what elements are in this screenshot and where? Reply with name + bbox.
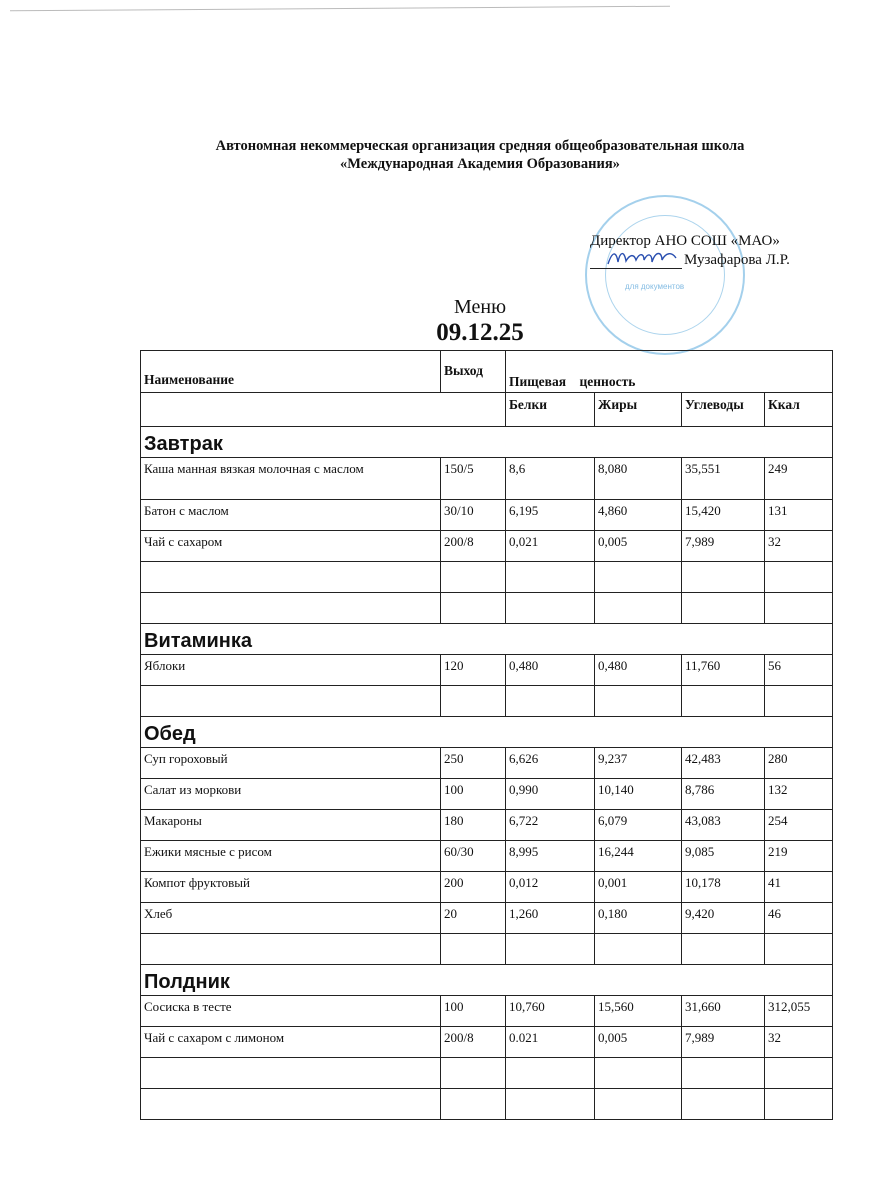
section-title: Обед xyxy=(141,717,833,748)
carbs-cell xyxy=(682,562,765,593)
kcal-cell: 132 xyxy=(765,779,833,810)
header-name: Наименование xyxy=(141,351,441,393)
menu-title: Меню xyxy=(453,296,507,318)
kcal-cell: 219 xyxy=(765,841,833,872)
protein-cell: 0,480 xyxy=(506,655,595,686)
yield-cell: 250 xyxy=(441,748,506,779)
table-row xyxy=(141,903,833,934)
section-title: Завтрак xyxy=(141,427,833,458)
dish-name-cell: Салат из моркови xyxy=(141,779,441,810)
kcal-cell xyxy=(765,686,833,717)
dish-name-cell: Суп гороховый xyxy=(141,748,441,779)
carbs-cell: 9,420 xyxy=(682,903,765,934)
yield-cell xyxy=(441,686,506,717)
stamp-text: для документов xyxy=(625,282,685,291)
section-title: Полдник xyxy=(141,965,833,996)
table-row xyxy=(141,841,833,872)
dish-name-cell xyxy=(141,934,441,965)
signature-stroke xyxy=(608,254,676,265)
kcal-cell xyxy=(765,593,833,624)
fat-cell: 0,180 xyxy=(595,903,682,934)
carbs-cell: 10,178 xyxy=(682,872,765,903)
table-row xyxy=(141,655,833,686)
dish-name-cell xyxy=(141,1089,441,1120)
fat-cell: 0,005 xyxy=(595,1027,682,1058)
fat-cell: 8,080 xyxy=(595,458,682,500)
carbs-cell xyxy=(682,934,765,965)
carbs-cell xyxy=(682,686,765,717)
scan-edge-line xyxy=(10,6,670,12)
empty-row xyxy=(141,934,833,965)
carbs-cell: 9,085 xyxy=(682,841,765,872)
fat-cell xyxy=(595,562,682,593)
table-row xyxy=(141,458,833,500)
protein-cell xyxy=(506,934,595,965)
table-subheader-row xyxy=(141,393,833,427)
yield-cell xyxy=(441,934,506,965)
table-row xyxy=(141,996,833,1027)
fat-cell xyxy=(595,1058,682,1089)
kcal-cell: 41 xyxy=(765,872,833,903)
yield-cell xyxy=(441,562,506,593)
yield-cell: 150/5 xyxy=(441,458,506,500)
dish-name-cell: Батон с маслом xyxy=(141,500,441,531)
dish-name-cell: Яблоки xyxy=(141,655,441,686)
fat-cell: 0,480 xyxy=(595,655,682,686)
carbs-cell xyxy=(682,593,765,624)
kcal-cell: 131 xyxy=(765,500,833,531)
fat-cell: 10,140 xyxy=(595,779,682,810)
carbs-cell: 31,660 xyxy=(682,996,765,1027)
carbs-cell: 8,786 xyxy=(682,779,765,810)
carbs-cell: 42,483 xyxy=(682,748,765,779)
kcal-cell: 56 xyxy=(765,655,833,686)
kcal-cell xyxy=(765,1058,833,1089)
kcal-cell: 280 xyxy=(765,748,833,779)
carbs-cell: 43,083 xyxy=(682,810,765,841)
protein-cell: 0.021 xyxy=(506,1027,595,1058)
header-carbs: Углеводы xyxy=(682,393,765,427)
protein-cell: 6,626 xyxy=(506,748,595,779)
protein-cell: 0,021 xyxy=(506,531,595,562)
yield-cell: 200/8 xyxy=(441,1027,506,1058)
yield-cell: 180 xyxy=(441,810,506,841)
protein-cell: 0,990 xyxy=(506,779,595,810)
fat-cell xyxy=(595,1089,682,1120)
empty-row xyxy=(141,686,833,717)
protein-cell: 0,012 xyxy=(506,872,595,903)
yield-cell xyxy=(441,593,506,624)
fat-cell xyxy=(595,934,682,965)
table-row xyxy=(141,1027,833,1058)
table-header-row xyxy=(141,351,833,393)
yield-cell: 30/10 xyxy=(441,500,506,531)
fat-cell: 4,860 xyxy=(595,500,682,531)
kcal-cell: 249 xyxy=(765,458,833,500)
section-row xyxy=(141,965,833,996)
kcal-cell: 32 xyxy=(765,531,833,562)
kcal-cell: 312,055 xyxy=(765,996,833,1027)
protein-cell xyxy=(506,1089,595,1120)
kcal-cell xyxy=(765,1089,833,1120)
protein-cell xyxy=(506,593,595,624)
protein-cell: 10,760 xyxy=(506,996,595,1027)
yield-cell: 200 xyxy=(441,872,506,903)
table-row xyxy=(141,779,833,810)
signature xyxy=(604,246,684,268)
fat-cell xyxy=(595,593,682,624)
empty-row xyxy=(141,593,833,624)
yield-cell: 200/8 xyxy=(441,531,506,562)
subheader-blank xyxy=(141,393,506,427)
section-row xyxy=(141,427,833,458)
dish-name-cell: Сосиска в тесте xyxy=(141,996,441,1027)
dish-name-cell xyxy=(141,686,441,717)
fat-cell: 16,244 xyxy=(595,841,682,872)
header-kcal: Ккал xyxy=(765,393,833,427)
empty-row xyxy=(141,1058,833,1089)
protein-cell: 6,722 xyxy=(506,810,595,841)
header-fat: Жиры xyxy=(595,393,682,427)
yield-cell: 120 xyxy=(441,655,506,686)
dish-name-cell xyxy=(141,562,441,593)
fat-cell: 9,237 xyxy=(595,748,682,779)
protein-cell xyxy=(506,562,595,593)
dish-name-cell: Хлеб xyxy=(141,903,441,934)
empty-row xyxy=(141,1089,833,1120)
protein-cell: 1,260 xyxy=(506,903,595,934)
dish-name-cell: Макароны xyxy=(141,810,441,841)
carbs-cell: 15,420 xyxy=(682,500,765,531)
protein-cell: 8,995 xyxy=(506,841,595,872)
table-row xyxy=(141,748,833,779)
carbs-cell: 7,989 xyxy=(682,1027,765,1058)
yield-cell: 20 xyxy=(441,903,506,934)
dish-name-cell: Чай с сахаром с лимоном xyxy=(141,1027,441,1058)
yield-cell xyxy=(441,1089,506,1120)
dish-name-cell: Ежики мясные с рисом xyxy=(141,841,441,872)
table-row xyxy=(141,500,833,531)
fat-cell: 0,005 xyxy=(595,531,682,562)
org-name-line1: Автономная некоммерческая организация средняя общеобразовательная школа xyxy=(215,138,745,154)
header-protein: Белки xyxy=(506,393,595,427)
fat-cell: 6,079 xyxy=(595,810,682,841)
header-yield: Выход xyxy=(441,351,506,393)
carbs-cell xyxy=(682,1058,765,1089)
carbs-cell: 11,760 xyxy=(682,655,765,686)
dish-name-cell: Компот фруктовый xyxy=(141,872,441,903)
yield-cell xyxy=(441,1058,506,1089)
director-title: Директор АНО СОШ «МАО» xyxy=(590,233,780,249)
kcal-cell: 46 xyxy=(765,903,833,934)
menu-table xyxy=(140,350,833,1120)
carbs-cell: 35,551 xyxy=(682,458,765,500)
kcal-cell: 254 xyxy=(765,810,833,841)
kcal-cell xyxy=(765,934,833,965)
menu-date: 09.12.25 xyxy=(436,319,524,346)
dish-name-cell xyxy=(141,593,441,624)
dish-name-cell: Каша манная вязкая молочная с маслом xyxy=(141,458,441,500)
dish-name-cell: Чай с сахаром xyxy=(141,531,441,562)
yield-cell: 60/30 xyxy=(441,841,506,872)
section-title: Витаминка xyxy=(141,624,833,655)
fat-cell: 0,001 xyxy=(595,872,682,903)
table-row xyxy=(141,531,833,562)
carbs-cell: 7,989 xyxy=(682,531,765,562)
kcal-cell: 32 xyxy=(765,1027,833,1058)
protein-cell: 8,6 xyxy=(506,458,595,500)
header-nutrition: Пищевая ценность xyxy=(506,351,833,393)
protein-cell xyxy=(506,686,595,717)
section-row xyxy=(141,717,833,748)
fat-cell xyxy=(595,686,682,717)
fat-cell: 15,560 xyxy=(595,996,682,1027)
table-row xyxy=(141,810,833,841)
director-name: Музафарова Л.Р. xyxy=(684,252,790,268)
protein-cell xyxy=(506,1058,595,1089)
yield-cell: 100 xyxy=(441,779,506,810)
dish-name-cell xyxy=(141,1058,441,1089)
empty-row xyxy=(141,562,833,593)
kcal-cell xyxy=(765,562,833,593)
table-row xyxy=(141,872,833,903)
carbs-cell xyxy=(682,1089,765,1120)
section-row xyxy=(141,624,833,655)
protein-cell: 6,195 xyxy=(506,500,595,531)
yield-cell: 100 xyxy=(441,996,506,1027)
org-name-line2: «Международная Академия Образования» xyxy=(340,156,620,172)
